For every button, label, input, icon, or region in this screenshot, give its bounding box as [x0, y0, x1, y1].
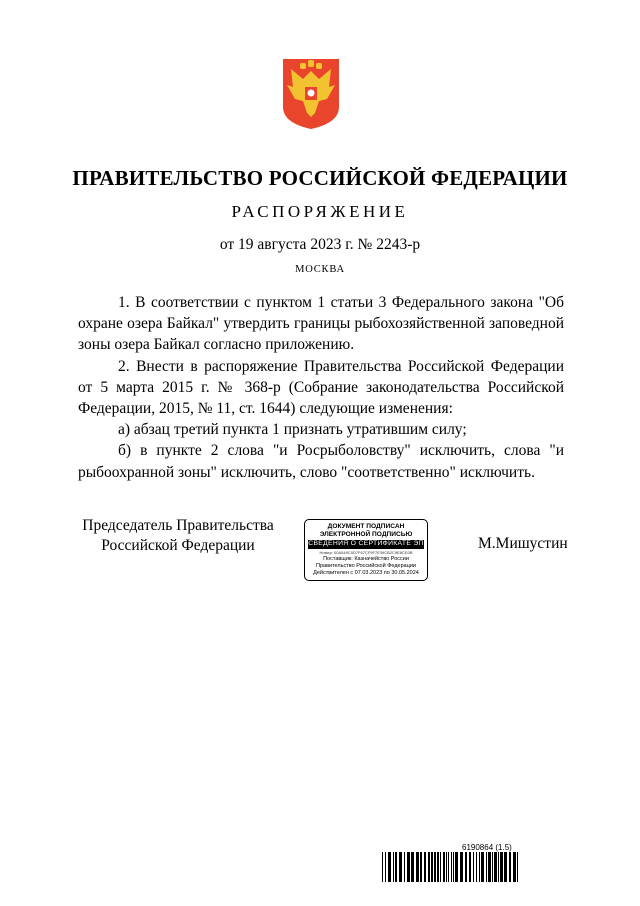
- barcode-bar: [399, 852, 402, 882]
- paragraph: а) абзац третий пункта 1 признать утратившим силу;: [118, 421, 467, 439]
- barcode-number: 6190864 (1.5): [462, 843, 512, 852]
- paragraph: б) в пункте 2 слова "и Росрыболовству" исключить, слова "и рыбоохранной зоны" исключить, слово "соответственно" исключить.: [78, 442, 564, 481]
- barcode-bar: [455, 852, 458, 882]
- barcode-bar: [420, 852, 422, 882]
- barcode-bar: [388, 852, 391, 882]
- barcode-bar: [446, 852, 447, 882]
- certificate-number: Номер: 00A549C0D7F67CF9F7E39CB2C9E8CE0B: [319, 549, 413, 555]
- paragraph: 2. Внести в распоряжение Правительства Российской Федерации от 5 марта 2015 г. № 368-р (Собрание законодательства Российской Федерации, 2015, № 11, ст. 1644) следующие изменения:: [78, 357, 564, 418]
- position-line: Председатель Правительства: [82, 517, 274, 534]
- certificate-supplier: Поставщик: Казначейство России: [323, 555, 409, 562]
- city: МОСКВА: [295, 264, 345, 275]
- date-number: от 19 августа 2023 г. № 2243-р: [219, 236, 421, 253]
- barcode-bar: [469, 852, 471, 882]
- barcode-bar: [498, 852, 499, 882]
- barcode-bar: [431, 852, 433, 882]
- coat-of-arms-emblem: [281, 57, 341, 131]
- position-line: Российской Федерации: [101, 537, 255, 554]
- barcode-bar: [453, 852, 454, 882]
- stamp-banner: СВЕДЕНИЯ О СЕРТИФИКАТЕ ЭП: [308, 540, 424, 547]
- barcode-bar: [504, 852, 507, 882]
- barcode-bar: [434, 852, 436, 882]
- barcode-bar: [476, 852, 477, 882]
- barcode-bar: [460, 852, 463, 882]
- issuer-title: ПРАВИТЕЛЬСТВО РОССИЙСКОЙ ФЕДЕРАЦИИ: [72, 166, 568, 190]
- certificate-owner: Правительство Российской Федерации: [316, 562, 416, 569]
- signatory-position: [78, 516, 278, 556]
- document-type: РАСПОРЯЖЕНИЕ: [231, 202, 409, 221]
- barcode-bar: [404, 852, 405, 882]
- barcode-bar: [494, 852, 497, 882]
- barcode-bar: [451, 852, 452, 882]
- barcode-bar: [481, 852, 484, 882]
- barcode-bar: [517, 852, 518, 882]
- barcode-bar: [416, 852, 419, 882]
- certificate-validity: Действителен с 07.03.2023 по 30.05.2024: [313, 569, 419, 576]
- barcode-bar: [440, 852, 441, 882]
- barcode-bar: [428, 852, 430, 882]
- signatory-name: М.Мишустин: [478, 535, 568, 552]
- barcode-bar: [411, 852, 414, 882]
- barcode-bar: [509, 852, 511, 882]
- barcode-bar: [448, 852, 449, 882]
- barcode-bar: [393, 852, 394, 882]
- barcode-bar: [437, 852, 439, 882]
- document-body: [78, 292, 564, 483]
- barcode-bar: [407, 852, 410, 882]
- barcode-bar: [382, 852, 383, 882]
- barcode-bar: [395, 852, 397, 882]
- barcode-bar: [385, 852, 386, 882]
- barcode-bar: [513, 852, 516, 882]
- barcode-bar: [473, 852, 474, 882]
- stamp-heading: ДОКУМЕНТ ПОДПИСАН ЭЛЕКТРОННОЙ ПОДПИСЬЮ: [319, 523, 413, 538]
- paragraph: 1. В соответствии с пунктом 1 статьи 3 Федерального закона "Об охране озера Байкал" утвердить границы рыбохозяйственной заповедной зоны озера Байкал согласно приложению.: [78, 294, 564, 354]
- barcode-bar: [479, 852, 480, 882]
- barcode-bar: [500, 852, 503, 882]
- barcode-bar: [488, 852, 491, 882]
- barcode: [382, 852, 520, 882]
- barcode-bar: [465, 852, 467, 882]
- barcode-bar: [443, 852, 445, 882]
- barcode-bar: [424, 852, 426, 882]
- electronic-signature-stamp: [304, 519, 428, 581]
- barcode-bar: [492, 852, 493, 882]
- barcode-bar: [486, 852, 487, 882]
